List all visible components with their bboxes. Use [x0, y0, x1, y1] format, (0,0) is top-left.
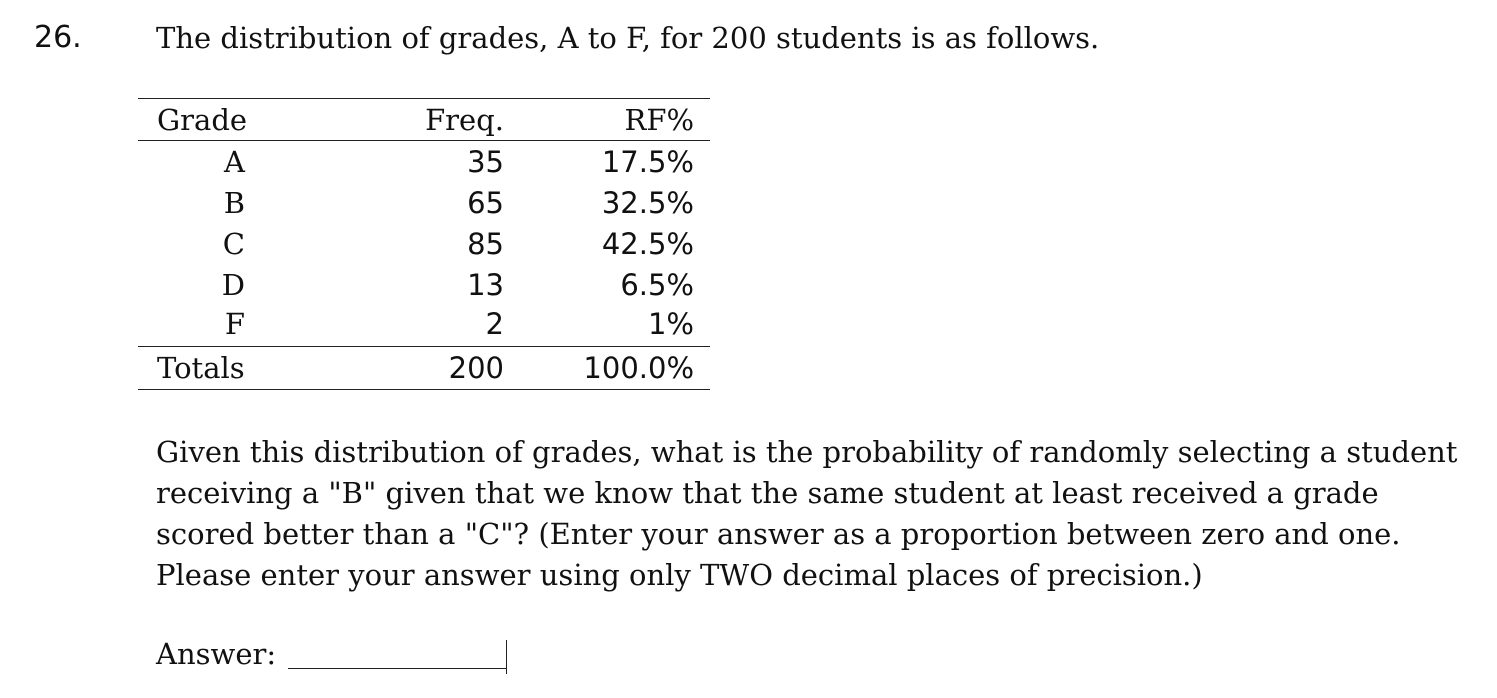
question-line: receiving a "B" given that we know that the same student at least received a grade: [156, 476, 1379, 510]
header-freq: Freq.: [425, 103, 504, 137]
freq-cell: 13: [467, 268, 504, 302]
grade-cell: C: [222, 227, 245, 261]
grade-cell: D: [221, 268, 245, 302]
question-line: Please enter your answer using only TWO decimal places of precision.): [156, 558, 1203, 592]
freq-cell: 35: [467, 145, 504, 179]
table-totals-rule: [138, 346, 710, 347]
table-row: [138, 224, 710, 265]
table-row: [138, 142, 710, 183]
question-prompt: The distribution of grades, A to F, for 200 students is as follows.: [156, 21, 1100, 55]
question-body: [156, 432, 1476, 596]
totals-freq: 200: [448, 351, 504, 385]
table-header-row: [138, 100, 710, 141]
grade-cell: F: [224, 307, 245, 341]
rf-cell: 17.5%: [601, 145, 694, 179]
freq-cell: 65: [467, 186, 504, 220]
rf-cell: 32.5%: [601, 186, 694, 220]
question-number: 26.: [34, 20, 82, 55]
table-header-rule: [138, 140, 710, 141]
table-top-rule: [138, 98, 710, 99]
header-rf: RF%: [624, 103, 694, 137]
table-totals-row: [138, 348, 710, 389]
answer-label: Answer:: [156, 637, 277, 671]
freq-cell: 85: [467, 227, 504, 261]
grade-cell: B: [223, 186, 245, 220]
rf-cell: 42.5%: [601, 227, 694, 261]
question-line: Given this distribution of grades, what is the probability of randomly selecting a student: [156, 435, 1458, 469]
answer-cursor: [506, 640, 507, 674]
rf-cell: 6.5%: [620, 268, 694, 302]
freq-cell: 2: [485, 307, 504, 341]
answer-blank[interactable]: [288, 668, 506, 669]
rf-cell: 1%: [647, 307, 694, 341]
header-grade: Grade: [157, 103, 248, 137]
table-row: [138, 183, 710, 224]
table-row: [138, 304, 710, 345]
grade-cell: A: [224, 145, 245, 179]
totals-label: Totals: [157, 351, 245, 385]
table-row: [138, 265, 710, 306]
table-bottom-rule: [138, 389, 710, 390]
totals-rf: 100.0%: [583, 351, 694, 385]
question-line: scored better than a "C"? (Enter your answer as a proportion between zero and one.: [156, 517, 1401, 551]
